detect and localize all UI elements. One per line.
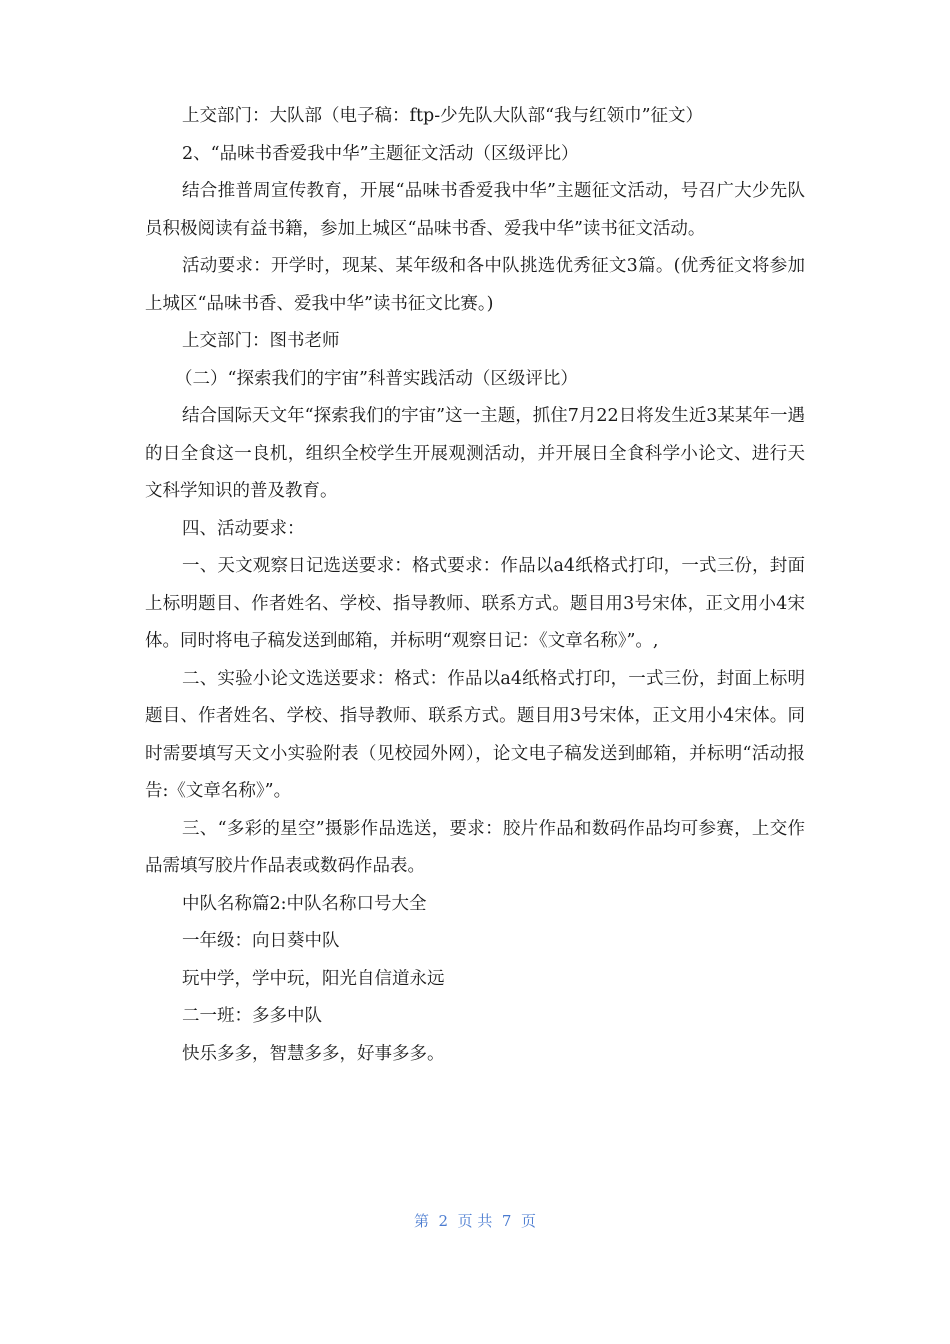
paragraph-activity-requirements: 活动要求：开学时，现某、某年级和各中队挑选优秀征文3篇。(优秀征文将参加上城区“品味书香、爱我中华”读书征文比赛。) <box>145 256 805 314</box>
paragraph-diary-requirements: 一、天文观察日记选送要求：格式要求：作品以a4纸格式打印，一式三份，封面上标明题目、作者姓名、学校、指导教师、联系方式。题目用3号宋体，正文用小4宋体。同时将电子稿发送到邮箱，并标明“观察日记：《文章名称》”。, <box>145 556 805 651</box>
paragraph-essay-activity-title: 2、“品味书香爱我中华”主题征文活动（区级评比） <box>182 143 579 164</box>
paragraph-class-two-one-name: 二一班：多多中队 <box>182 1006 322 1026</box>
paragraph-submit-dept-1: 上交部门：大队部（电子稿：ftp-少先队大队部“我与红领巾”征文） <box>182 106 704 126</box>
paragraph-submit-dept-2: 上交部门：图书老师 <box>182 331 340 351</box>
paragraph-science-activity-title: （二）“探索我们的宇宙”科普实践活动（区级评比） <box>175 368 578 389</box>
document-body <box>145 98 805 1073</box>
paragraph-class-two-one-slogan: 快乐多多，智慧多多，好事多多。 <box>182 1043 445 1064</box>
paragraph-paper-requirements: 二、实验小论文选送要求：格式：作品以a4纸格式打印，一式三份，封面上标明题目、作者姓名、学校、指导教师、联系方式。题目用3号宋体，正文用小4宋体。同时需要填写天文小实验附表（见校园外网），论文电子稿发送到邮箱，并标明“活动报告:《文章名称》”。 <box>145 668 805 801</box>
paragraph-grade-one-slogan: 玩中学，学中玩，阳光自信道永远 <box>182 968 445 989</box>
paragraph-chapter-two-title: 中队名称篇2:中队名称口号大全 <box>182 893 427 914</box>
paragraph-photo-requirements: 三、“多彩的星空”摄影作品选送，要求：胶片作品和数码作品均可参赛，上交作品需填写胶片作品表或数码作品表。 <box>145 818 805 876</box>
paragraph-grade-one-name: 一年级：向日葵中队 <box>182 931 340 951</box>
paragraph-science-activity-desc: 结合国际天文年“探索我们的宇宙”这一主题，抓住7月22日将发生近3某某年一遇的日全食这一良机，组织全校学生开展观测活动，并开展日全食科学小论文、进行天文科学知识的普及教育。 <box>145 406 805 501</box>
page-number-footer: 第 2 页 共 7 页 <box>414 1212 536 1230</box>
paragraph-section-four-heading: 四、活动要求： <box>182 518 305 539</box>
paragraph-essay-activity-desc: 结合推普周宣传教育，开展“品味书香爱我中华”主题征文活动，号召广大少先队员积极阅读有益书籍，参加上城区“品味书香、爱我中华”读书征文活动。 <box>145 181 805 239</box>
